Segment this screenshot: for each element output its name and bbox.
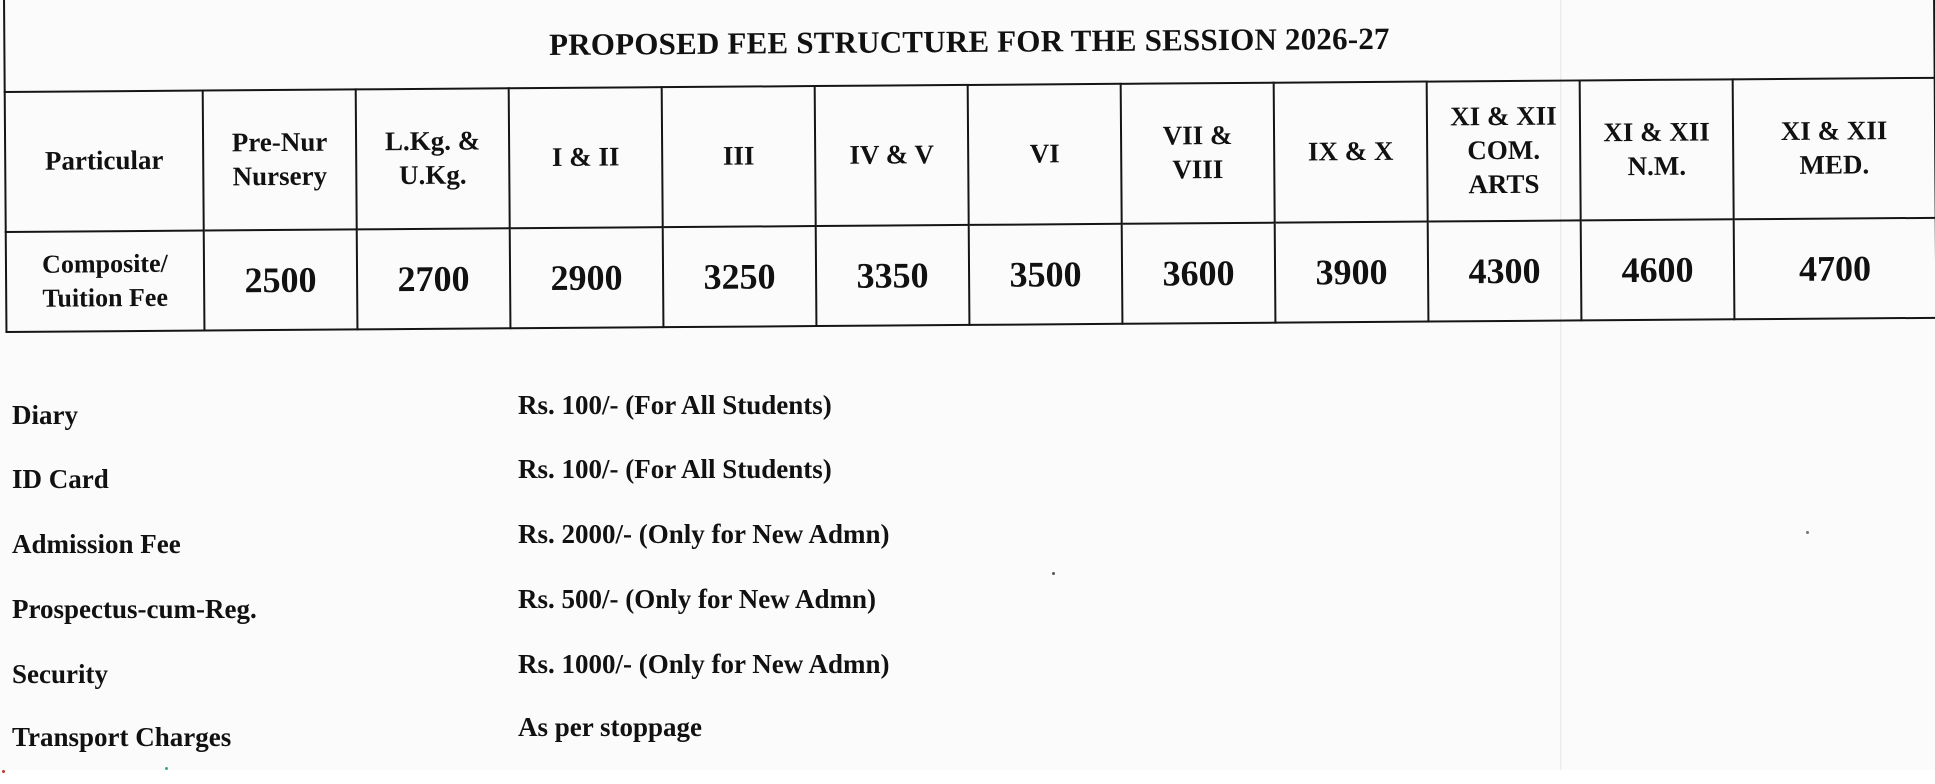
class-header-cell: Pre-Nur Nursery xyxy=(203,89,357,230)
charge-value: Rs. 1000/- (Only for New Admn) xyxy=(518,649,890,679)
fee-value-cell: 3900 xyxy=(1275,222,1429,323)
charge-value: Rs. 2000/- (Only for New Admn) xyxy=(518,519,890,549)
scan-speck xyxy=(1052,572,1055,575)
fee-value-cell: 2900 xyxy=(510,227,664,328)
charge-label: Diary xyxy=(12,400,78,430)
charge-label: Transport Charges xyxy=(12,722,232,752)
class-header-cell: XI & XII COM. ARTS xyxy=(1427,80,1581,221)
charge-value: As per stoppage xyxy=(518,712,703,742)
charge-label: Prospectus-cum-Reg. xyxy=(12,594,257,624)
particular-header: Particular xyxy=(5,91,204,232)
fee-value-cell: 4600 xyxy=(1581,219,1735,320)
scan-speck xyxy=(165,767,168,770)
charge-row xyxy=(0,712,1100,766)
charge-row xyxy=(0,390,1100,444)
fee-value-cell: 3600 xyxy=(1122,223,1276,324)
fee-value-cell: 3250 xyxy=(663,226,817,327)
fee-value-cell: 2500 xyxy=(204,229,358,330)
charge-label: ID Card xyxy=(12,464,109,494)
scan-speck xyxy=(2,770,5,773)
charge-value: Rs. 100/- (For All Students) xyxy=(518,454,832,484)
fee-label: Composite/ Tuition Fee xyxy=(6,231,205,332)
document-title: PROPOSED FEE STRUCTURE FOR THE SESSION 2026-27 xyxy=(4,0,1935,92)
class-header-cell: XI & XII MED. xyxy=(1733,78,1935,219)
charge-row xyxy=(0,519,1100,573)
class-header-cell: IV & V xyxy=(815,85,969,226)
charge-row xyxy=(0,584,1100,638)
scan-speck xyxy=(1806,531,1809,534)
scan-margin xyxy=(0,770,1935,784)
fee-value-cell: 4700 xyxy=(1734,218,1935,319)
fee-value-cell: 3500 xyxy=(969,224,1123,325)
charge-label: Admission Fee xyxy=(12,529,181,559)
fee-value-cell: 4300 xyxy=(1428,220,1582,321)
class-header-cell: III xyxy=(662,86,816,227)
charge-label: Security xyxy=(12,659,108,689)
class-header-cell: VI xyxy=(968,84,1122,225)
class-header-cell: L.Kg. & U.Kg. xyxy=(356,88,510,229)
charge-value: Rs. 100/- (For All Students) xyxy=(518,390,832,420)
class-header-cell: I & II xyxy=(509,87,663,228)
charge-value: Rs. 500/- (Only for New Admn) xyxy=(518,584,877,614)
fee-value-cell: 2700 xyxy=(357,228,511,329)
class-header-cell: IX & X xyxy=(1274,82,1428,223)
charge-row xyxy=(0,649,1100,703)
fee-value-cell: 3350 xyxy=(816,225,970,326)
class-header-cell: XI & XII N.M. xyxy=(1580,79,1734,220)
charge-row xyxy=(0,454,1100,508)
class-header-cell: VII & VIII xyxy=(1121,83,1275,224)
